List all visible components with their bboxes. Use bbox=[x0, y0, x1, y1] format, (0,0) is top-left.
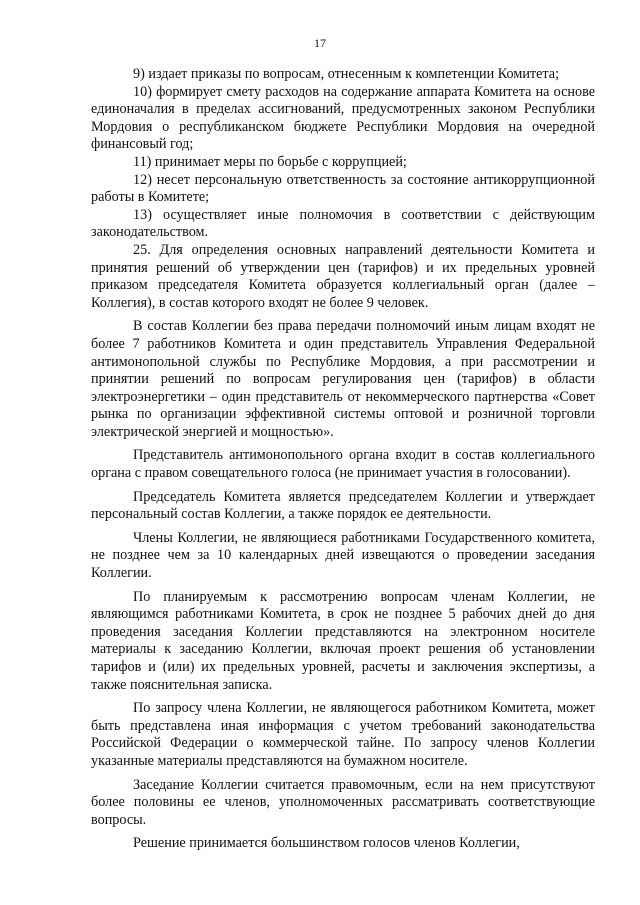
paragraph: Председатель Комитета является председателем Коллегии и утверждает персональный состав Коллегии, а также порядок ее деятельности. bbox=[91, 488, 595, 523]
paragraph: 12) несет персональную ответственность за состояние антикоррупционной работы в Комитете; bbox=[91, 171, 595, 206]
paragraph: 10) формирует смету расходов на содержание аппарата Комитета на основе единоначалия в пределах ассигнований, предусмотренных законом Республики Мордовия о республиканском бюджете Республики Мордовия на очередной финансовый год; bbox=[91, 83, 595, 153]
paragraph: 25. Для определения основных направлений деятельности Комитета и принятия решений об утверждении цен (тарифов) и их предельных уровней приказом председателя Комитета образуется коллегиальный орган (далее – Коллегия), в состав которого входят не более 9 человек. bbox=[91, 241, 595, 311]
paragraph: Заседание Коллегии считается правомочным, если на нем присутствуют более половины ее членов, уполномоченных рассматривать соответствующие вопросы. bbox=[91, 776, 595, 828]
paragraph: Члены Коллегии, не являющиеся работниками Государственного комитета, не позднее чем за 10 календарных дней извещаются о проведении заседания Коллегии. bbox=[91, 529, 595, 582]
paragraph: Представитель антимонопольного органа входит в состав коллегиального органа с правом совещательного голоса (не принимает участия в голосовании). bbox=[91, 447, 595, 482]
document-body bbox=[91, 66, 595, 853]
paragraph: 9) издает приказы по вопросам, отнесенным к компетенции Комитета; bbox=[133, 66, 560, 82]
page-number: 17 bbox=[314, 36, 326, 50]
paragraph: По планируемым к рассмотрению вопросам членам Коллегии, не являющимся работниками Комитета, в срок не позднее 5 рабочих дней до дня проведения заседания Коллегии представляются на электронном носителе материалы к заседанию Коллегии, включая проект решения об установлении тарифов и (или) их предельных уровней, расчеты и заключения экспертизы, а также пояснительная записка. bbox=[91, 588, 595, 693]
paragraph: 11) принимает меры по борьбе с коррупцией; bbox=[133, 153, 407, 170]
paragraph: По запросу члена Коллегии, не являющегося работником Комитета, может быть представлена иная информация с учетом требований законодательства Российской Федерации о коммерческой тайне. По запросу членов Коллегии указанные материалы представляются на бумажном носителе. bbox=[91, 700, 595, 769]
paragraph: В состав Коллегии без права передачи полномочий иным лицам входят не более 7 работников Комитета и один представитель Управления Федеральной антимонопольной службы по Республике Мордовия, а при рассмотрении и принятии решений по вопросам регулирования цен (тарифов) в области электроэнергетики – один представитель от некоммерческого партнерства «Совет рынка по организации эффективной системы оптовой и розничной торговли электрической энергией и мощностью». bbox=[91, 318, 595, 440]
paragraph: Решение принимается большинством голосов членов Коллегии, bbox=[133, 835, 520, 852]
paragraph: 13) осуществляет иные полномочия в соответствии с действующим законодательством. bbox=[91, 206, 595, 241]
